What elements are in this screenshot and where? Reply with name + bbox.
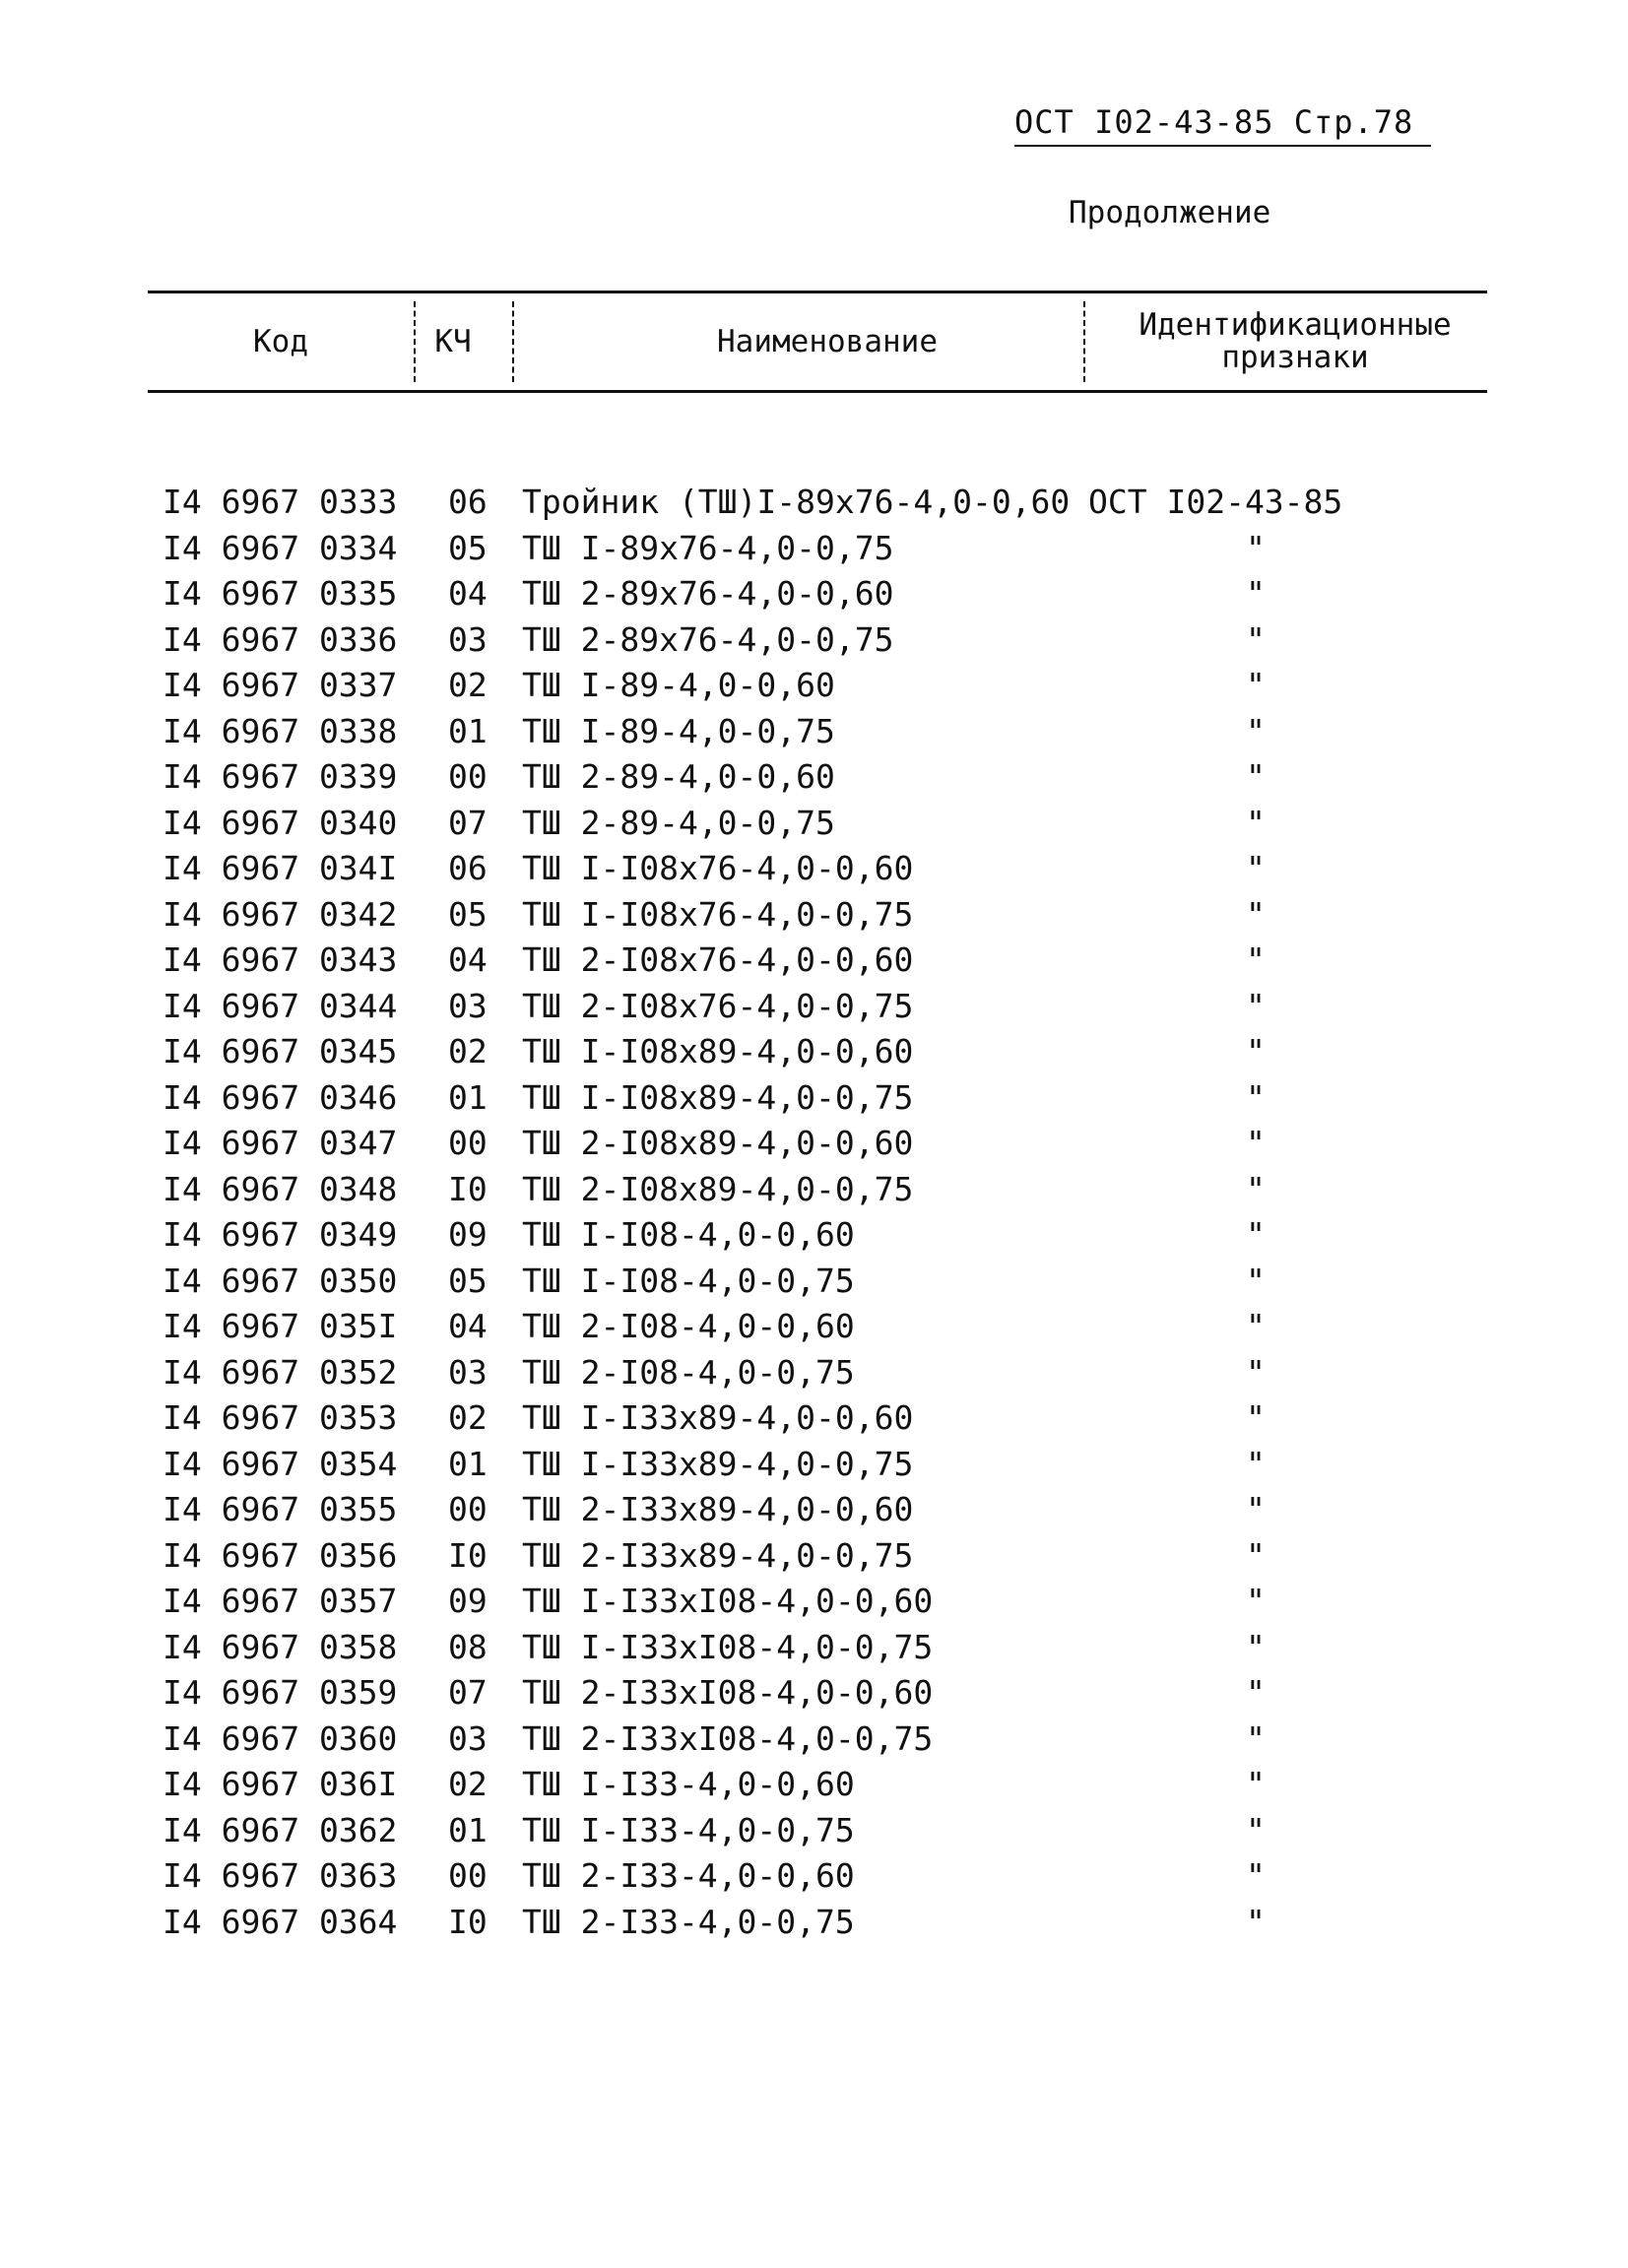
- name-cell: ТШ 2-89x76-4,0-0,60: [522, 574, 894, 613]
- name-cell: ТШ I-I33x89-4,0-0,60: [522, 1398, 914, 1437]
- column-divider: [512, 301, 514, 382]
- code-cell: I4 6967 0339: [163, 757, 398, 796]
- code-cell: I4 6967 0360: [163, 1718, 398, 1758]
- kch-cell: 03: [448, 1718, 488, 1758]
- kch-cell: 05: [448, 528, 488, 567]
- ident-cell: ": [1246, 1765, 1266, 1803]
- name-cell: ТШ 2-I33xI08-4,0-0,60: [522, 1673, 934, 1712]
- code-cell: I4 6967 0352: [163, 1352, 398, 1392]
- code-cell: I4 6967 034I: [163, 849, 398, 887]
- code-cell: I4 6967 0353: [163, 1398, 398, 1437]
- kch-cell: 01: [448, 1077, 488, 1117]
- ident-cell: ": [1246, 1535, 1266, 1575]
- name-cell: Тройник (ТШ)I-89x76-4,0-0,60: [522, 483, 1071, 521]
- name-cell: ТШ 2-I33xI08-4,0-0,75: [522, 1718, 934, 1758]
- ident-cell: ": [1246, 1490, 1266, 1528]
- kch-cell: 01: [448, 711, 488, 750]
- ident-cell: ": [1246, 1032, 1266, 1070]
- ident-cell: ": [1246, 1124, 1266, 1162]
- ident-cell: ": [1246, 894, 1266, 934]
- kch-cell: 03: [448, 986, 488, 1025]
- name-cell: ТШ 2-I33-4,0-0,75: [522, 1902, 855, 1941]
- kch-cell: 09: [448, 1215, 488, 1254]
- code-cell: I4 6967 0348: [163, 1169, 398, 1208]
- code-cell: I4 6967 036I: [163, 1765, 398, 1803]
- code-cell: I4 6967 0347: [163, 1124, 398, 1162]
- code-cell: I4 6967 0358: [163, 1627, 398, 1666]
- kch-cell: 05: [448, 1261, 488, 1300]
- ident-cell: ": [1246, 1902, 1266, 1941]
- code-cell: I4 6967 0343: [163, 940, 398, 979]
- code-cell: I4 6967 0335: [163, 574, 398, 613]
- ident-cell: ": [1246, 1261, 1266, 1300]
- ident-cell: ": [1246, 1307, 1266, 1345]
- name-cell: ТШ I-I08-4,0-0,75: [522, 1261, 855, 1300]
- code-cell: I4 6967 0340: [163, 803, 398, 842]
- name-cell: ТШ I-I33-4,0-0,60: [522, 1765, 855, 1803]
- ident-cell: ": [1246, 711, 1266, 750]
- code-cell: I4 6967 0346: [163, 1077, 398, 1117]
- ident-cell: ": [1246, 1398, 1266, 1437]
- kch-cell: 02: [448, 1398, 488, 1437]
- code-cell: I4 6967 0344: [163, 986, 398, 1025]
- name-cell: ТШ 2-I08x76-4,0-0,60: [522, 940, 914, 979]
- name-cell: ТШ I-I33xI08-4,0-0,60: [522, 1582, 934, 1620]
- ident-cell: ": [1246, 1856, 1266, 1895]
- kch-cell: 08: [448, 1627, 488, 1666]
- code-cell: I4 6967 0356: [163, 1535, 398, 1575]
- name-cell: ТШ 2-89x76-4,0-0,75: [522, 619, 894, 659]
- code-cell: I4 6967 035I: [163, 1307, 398, 1345]
- kch-cell: I0: [448, 1902, 488, 1941]
- code-cell: I4 6967 0359: [163, 1673, 398, 1712]
- column-divider: [414, 301, 416, 382]
- name-cell: ТШ I-I33-4,0-0,75: [522, 1810, 855, 1849]
- code-cell: I4 6967 0350: [163, 1261, 398, 1300]
- kch-cell: 07: [448, 1673, 488, 1712]
- ident-cell: ": [1246, 574, 1266, 613]
- column-header-kch: КЧ: [434, 323, 472, 359]
- ident-cell: ": [1246, 757, 1266, 796]
- code-cell: I4 6967 0363: [163, 1856, 398, 1895]
- name-cell: ТШ I-89-4,0-0,60: [522, 666, 835, 704]
- ident-cell: ": [1246, 1215, 1266, 1254]
- ident-cell: ": [1246, 1169, 1266, 1208]
- ident-cell: ": [1246, 1582, 1266, 1620]
- ident-cell: ": [1246, 940, 1266, 979]
- name-cell: ТШ I-I33xI08-4,0-0,75: [522, 1627, 934, 1666]
- kch-cell: 02: [448, 1765, 488, 1803]
- column-header-name: Наименование: [717, 323, 938, 359]
- column-header-code: Код: [253, 323, 308, 359]
- name-cell: ТШ 2-I08-4,0-0,75: [522, 1352, 855, 1392]
- kch-cell: 00: [448, 1124, 488, 1162]
- name-cell: ТШ 2-I33-4,0-0,60: [522, 1856, 855, 1895]
- ident-cell: ": [1246, 1810, 1266, 1849]
- kch-cell: 06: [448, 849, 488, 887]
- name-cell: ТШ I-I08-4,0-0,60: [522, 1215, 855, 1254]
- kch-cell: 09: [448, 1582, 488, 1620]
- ident-cell: ": [1246, 1673, 1266, 1712]
- kch-cell: 01: [448, 1444, 488, 1483]
- code-cell: I4 6967 0337: [163, 666, 398, 704]
- name-cell: ТШ I-I08x89-4,0-0,75: [522, 1077, 914, 1117]
- name-cell: ТШ I-89x76-4,0-0,75: [522, 528, 894, 567]
- code-cell: I4 6967 0355: [163, 1490, 398, 1528]
- kch-cell: 00: [448, 1490, 488, 1528]
- kch-cell: 04: [448, 940, 488, 979]
- name-cell: ТШ I-I08x76-4,0-0,60: [522, 849, 914, 887]
- name-cell: ТШ 2-89-4,0-0,75: [522, 803, 835, 842]
- ident-cell: ": [1246, 986, 1266, 1025]
- column-header-ident: Идентификационные признаки: [1139, 307, 1452, 375]
- name-cell: ТШ 2-I08x89-4,0-0,60: [522, 1124, 914, 1162]
- ident-cell: ": [1246, 849, 1266, 887]
- name-cell: ТШ 2-I08-4,0-0,60: [522, 1307, 855, 1345]
- table-header: [148, 291, 1487, 393]
- code-cell: I4 6967 0338: [163, 711, 398, 750]
- kch-cell: 04: [448, 574, 488, 613]
- code-cell: I4 6967 0354: [163, 1444, 398, 1483]
- name-cell: ТШ I-I33x89-4,0-0,75: [522, 1444, 914, 1483]
- name-cell: ТШ 2-I33x89-4,0-0,60: [522, 1490, 914, 1528]
- ident-cell: ": [1246, 666, 1266, 704]
- code-cell: I4 6967 0334: [163, 528, 398, 567]
- kch-cell: 03: [448, 1352, 488, 1392]
- kch-cell: I0: [448, 1169, 488, 1208]
- ident-cell: ": [1246, 1627, 1266, 1666]
- kch-cell: 07: [448, 803, 488, 842]
- continuation-label: Продолжение: [1069, 195, 1271, 230]
- kch-cell: 02: [448, 666, 488, 704]
- kch-cell: I0: [448, 1535, 488, 1575]
- name-cell: ТШ 2-I08x89-4,0-0,75: [522, 1169, 914, 1208]
- name-cell: ТШ 2-I33x89-4,0-0,75: [522, 1535, 914, 1575]
- ident-cell: ": [1246, 1077, 1266, 1117]
- name-cell: ТШ I-89-4,0-0,75: [522, 711, 835, 750]
- kch-cell: 06: [448, 483, 488, 521]
- kch-cell: 03: [448, 619, 488, 659]
- name-cell: ТШ 2-89-4,0-0,60: [522, 757, 835, 796]
- ident-cell: ": [1246, 1718, 1266, 1758]
- kch-cell: 00: [448, 757, 488, 796]
- name-cell: ТШ I-I08x89-4,0-0,60: [522, 1032, 914, 1070]
- code-cell: I4 6967 0336: [163, 619, 398, 659]
- kch-cell: 04: [448, 1307, 488, 1345]
- name-cell: ТШ 2-I08x76-4,0-0,75: [522, 986, 914, 1025]
- name-cell: ТШ I-I08x76-4,0-0,75: [522, 894, 914, 934]
- code-cell: I4 6967 0357: [163, 1582, 398, 1620]
- kch-cell: 05: [448, 894, 488, 934]
- code-cell: I4 6967 0349: [163, 1215, 398, 1254]
- ident-cell: ": [1246, 1444, 1266, 1483]
- ident-cell: ": [1246, 803, 1266, 842]
- code-cell: I4 6967 0364: [163, 1902, 398, 1941]
- kch-cell: 01: [448, 1810, 488, 1849]
- kch-cell: 02: [448, 1032, 488, 1070]
- ident-cell: ": [1246, 528, 1266, 567]
- ident-cell: ": [1246, 619, 1266, 659]
- ident-cell: ": [1246, 1352, 1266, 1392]
- code-cell: I4 6967 0345: [163, 1032, 398, 1070]
- code-cell: I4 6967 0342: [163, 894, 398, 934]
- ident-cell: ОСТ I02-43-85: [1088, 483, 1343, 521]
- code-cell: I4 6967 0362: [163, 1810, 398, 1849]
- kch-cell: 00: [448, 1856, 488, 1895]
- code-cell: I4 6967 0333: [163, 483, 398, 521]
- document-reference: ОСТ I02-43-85 Стр.78: [1014, 103, 1431, 147]
